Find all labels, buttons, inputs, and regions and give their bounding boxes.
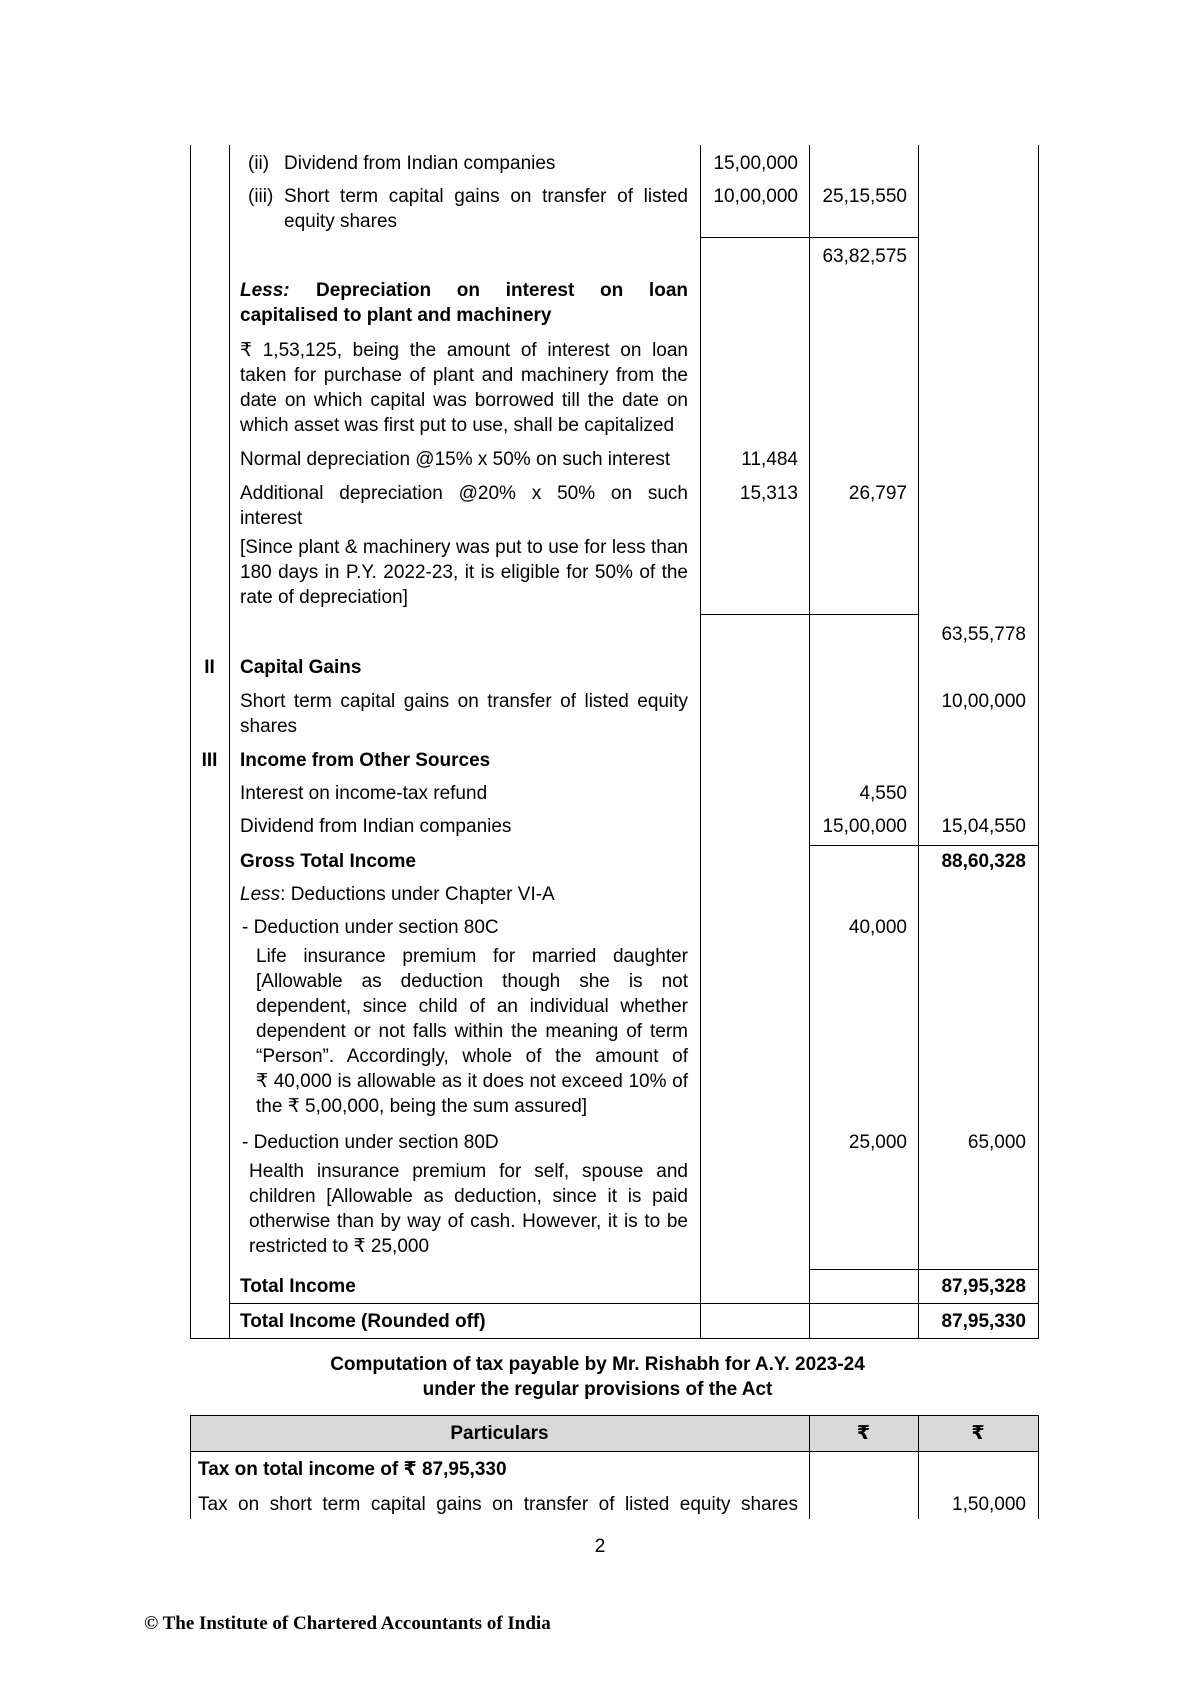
para-line: [Allowable as deduction though she is not: [256, 971, 688, 992]
table-row: [240, 882, 555, 907]
amount-col1: 15,00,000: [713, 153, 798, 174]
para-line: otherwise than by way of cash. However, it is to be: [249, 1211, 688, 1232]
section-heading: Capital Gains: [240, 657, 362, 678]
subtotal-rule: [700, 614, 918, 615]
less-label: Less:: [240, 280, 290, 301]
header-particulars: Particulars: [450, 1423, 549, 1444]
row-text: - Deduction under section 80C: [242, 917, 499, 938]
tax-row-amount: 1,50,000: [952, 1494, 1026, 1515]
para-line: ₹ 1,53,125, being the amount of interest on loan: [240, 340, 688, 361]
table-border-bottom: [190, 1338, 1038, 1339]
tax-row-heading: Tax on total income of ₹ 87,95,330: [198, 1459, 507, 1480]
row-text: Normal depreciation @15% x 50% on such interest: [240, 449, 671, 470]
section-heading: Income from Other Sources: [240, 750, 491, 771]
table-col-divider: [229, 145, 230, 1339]
amount-col3: 65,000: [967, 1132, 1026, 1153]
heading-text: capitalised to plant and machinery: [240, 305, 552, 326]
para-line: dependent, since child of an individual whether: [256, 996, 688, 1017]
para-line: ₹ 40,000 is allowable as it does not exceed 10% of: [256, 1071, 688, 1092]
total-income-label: Total Income: [240, 1276, 356, 1297]
row-text: Short term capital gains on transfer of listed equity: [240, 691, 688, 712]
table-border-right: [1038, 145, 1039, 1339]
para-line: children [Allowable as deduction, since it is paid: [249, 1186, 688, 1207]
amount-col2: 25,000: [848, 1132, 907, 1153]
row-text: Additional depreciation @20% x 50% on such: [240, 483, 688, 504]
total-rounded-label: Total Income (Rounded off): [240, 1311, 486, 1332]
row-text: Interest on income-tax refund: [240, 783, 488, 804]
heading-text: Depreciation on interest on loan: [316, 280, 688, 301]
para-line: “Person”. Accordingly, whole of the amount of: [256, 1046, 688, 1067]
item-label: (ii): [248, 153, 270, 174]
gross-total-label: Gross Total Income: [240, 851, 416, 872]
less-label: Less: [240, 884, 281, 905]
row-text: - Deduction under section 80D: [242, 1132, 499, 1153]
para-line: dependent or not falls within the meaning of term: [256, 1021, 688, 1042]
header-rupee-col1: ₹: [856, 1423, 871, 1444]
subtotal-rule: [809, 845, 1038, 846]
para-line: Life insurance premium for married daughter: [256, 946, 688, 967]
amount-col2: 26,797: [848, 483, 907, 504]
note-line: [Since plant & machinery was put to use for less than: [240, 537, 688, 558]
amount-col1: 15,313: [739, 483, 798, 504]
row-text: interest: [240, 508, 303, 529]
table-col-divider: [918, 145, 919, 1339]
heading-line: under the regular provisions of the Act: [422, 1379, 773, 1400]
table-border-left: [190, 145, 191, 1339]
total-income-amount: 87,95,328: [941, 1276, 1026, 1297]
row-text: Dividend from Indian companies: [240, 816, 512, 837]
note-line: rate of depreciation]: [240, 587, 408, 608]
amount-col2: 4,550: [859, 783, 907, 804]
row-text: : Deductions under Chapter VI-A: [280, 884, 555, 905]
item-label: (iii): [248, 186, 274, 207]
total-rounded-amount: 87,95,330: [941, 1311, 1026, 1332]
amount-col2: 15,00,000: [822, 816, 907, 837]
row-text: shares: [240, 716, 298, 737]
note-line: 180 days in P.Y. 2022-23, it is eligible for 50% of the: [240, 562, 688, 583]
row-text: Dividend from Indian companies: [284, 153, 556, 174]
row-text: Short term capital gains on transfer of listed: [284, 186, 688, 207]
para-line: date on which capital was borrowed till the date on: [240, 390, 688, 411]
roman-numeral: II: [204, 657, 215, 678]
para-line: taken for purchase of plant and machinery from the: [240, 365, 688, 386]
para-line: which asset was first put to use, shall be capitalized: [240, 415, 675, 436]
amount-col2: 25,15,550: [822, 186, 907, 207]
page-number: 2: [594, 1536, 606, 1557]
table-col-divider: [700, 145, 701, 1339]
amount-col3: 10,00,000: [941, 691, 1026, 712]
footer-copyright: © The Institute of Chartered Accountants of India: [144, 1613, 551, 1634]
header-rupee-col2: ₹: [971, 1423, 985, 1444]
amount-col2: 40,000: [848, 917, 907, 938]
header-rule: [190, 1451, 1038, 1452]
gross-total-amount: 88,60,328: [941, 851, 1026, 872]
amount-col1: 10,00,000: [713, 186, 798, 207]
para-line: the ₹ 5,00,000, being the sum assured]: [256, 1096, 588, 1117]
subtotal-amount: 63,82,575: [822, 246, 907, 267]
subtotal-rule: [700, 237, 918, 238]
tax-row-text: Tax on short term capital gains on transfer of listed equity shares: [198, 1494, 798, 1515]
row-text: equity shares: [284, 211, 398, 232]
subtotal-rule: [809, 1269, 1038, 1270]
heading-line: Computation of tax payable by Mr. Rishabh for A.Y. 2023-24: [330, 1354, 865, 1375]
para-line: restricted to ₹ 25,000: [249, 1236, 430, 1257]
row-rule: [229, 1303, 1038, 1304]
amount-col1: 11,484: [741, 449, 798, 470]
amount-col3: 15,04,550: [941, 816, 1026, 837]
table-col-divider: [809, 145, 810, 1339]
roman-numeral: III: [201, 750, 218, 771]
table-border-top: [190, 1415, 1038, 1416]
pgbp-total: 63,55,778: [941, 624, 1026, 645]
para-line: Health insurance premium for self, spouse and: [249, 1161, 688, 1182]
table-border-right: [1038, 1415, 1039, 1519]
